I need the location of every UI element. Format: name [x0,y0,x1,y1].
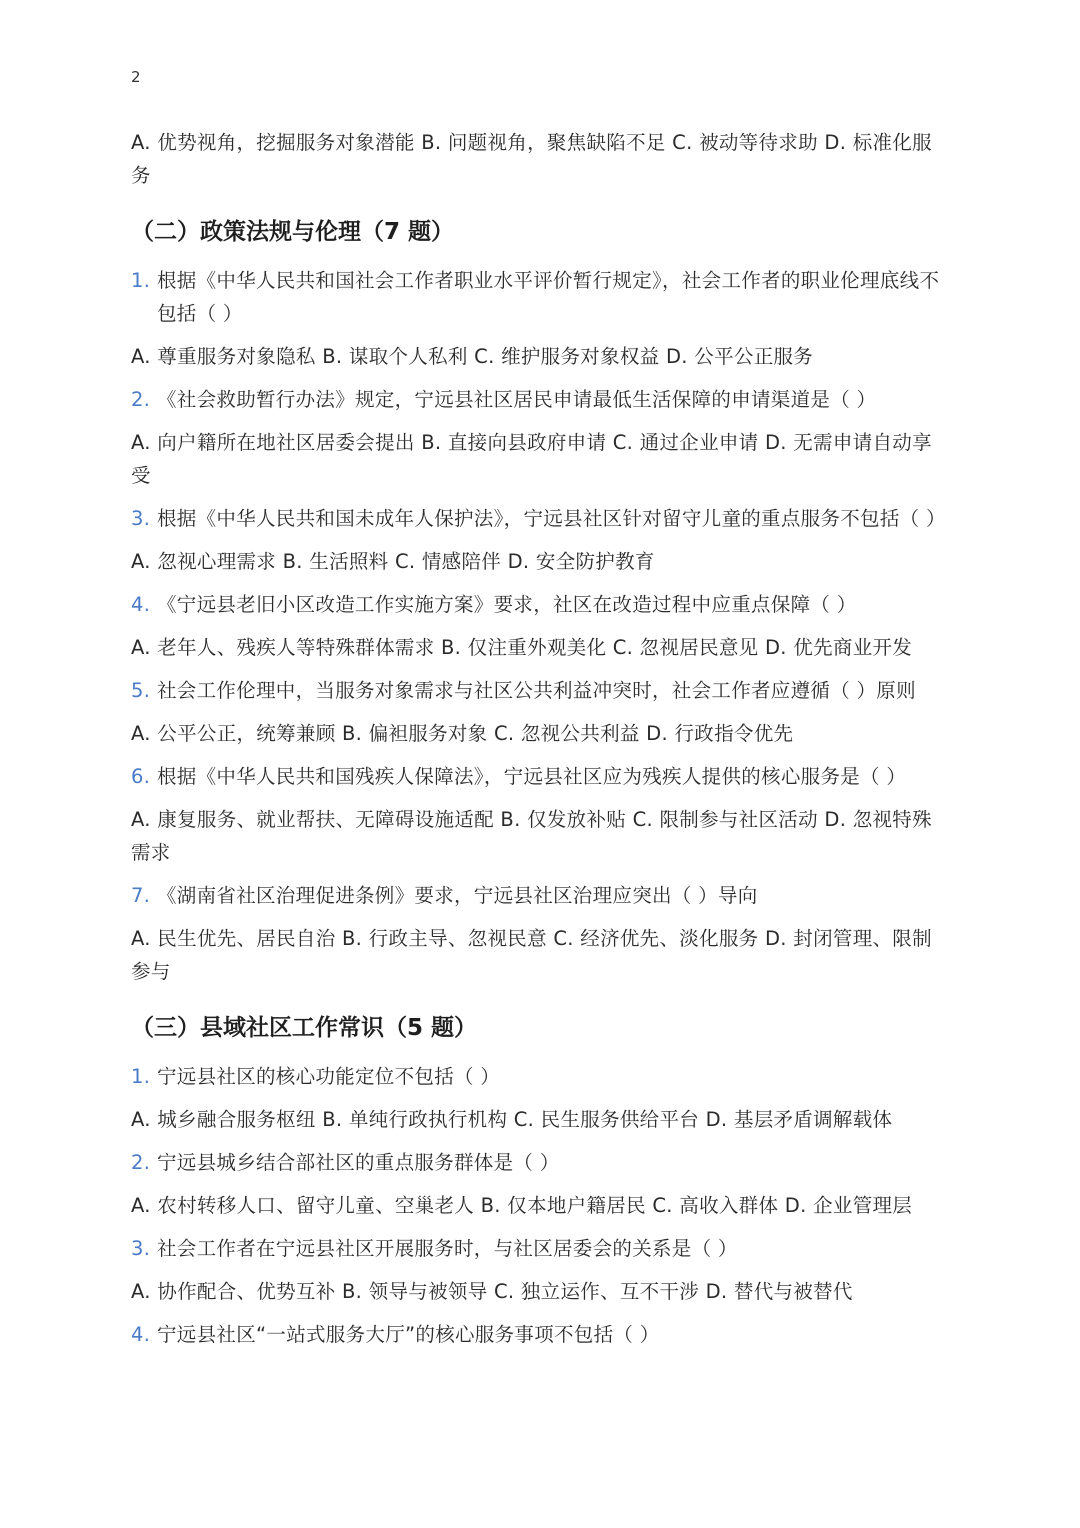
question-options: A. 忽视心理需求 B. 生活照料 C. 情感陪伴 D. 安全防护教育 [131,550,655,573]
question-number: 2. [131,388,151,411]
question-item [131,760,945,793]
question-text: 根据《中华人民共和国残疾人保障法》，宁远县社区应为残疾人提供的核心服务是（ ） [157,765,907,788]
question-number: 6. [131,765,151,788]
question-item [131,383,945,416]
question-item [131,674,945,707]
section-county [131,1060,945,1351]
question-text: 《湖南省社区治理促进条例》要求，宁远县社区治理应突出（ ）导向 [157,884,758,907]
question-number: 7. [131,884,151,907]
question-text: 宁远县社区的核心功能定位不包括（ ） [157,1065,501,1088]
question-text: 宁远县社区“一站式服务大厅”的核心服务事项不包括（ ） [157,1323,660,1346]
question-options: A. 尊重服务对象隐私 B. 谋取个人私利 C. 维护服务对象权益 D. 公平公正服务 [131,345,814,368]
intro-options: A. 优势视角，挖掘服务对象潜能 B. 问题视角，聚焦缺陷不足 C. 被动等待求助 D. 标准化服务 [131,131,932,187]
question-item [131,264,945,330]
question-item [131,1232,945,1265]
page-number: 2 [131,68,141,86]
section-heading-policy: （二）政策法规与伦理（7 题） [131,219,455,245]
question-text: 根据《中华人民共和国社会工作者职业水平评价暂行规定》，社会工作者的职业伦理底线不包括（ ） [157,269,940,325]
question-options: A. 民生优先、居民自治 B. 行政主导、忽视民意 C. 经济优先、淡化服务 D. 封闭管理、限制参与 [131,927,932,983]
question-number: 1. [131,1065,151,1088]
question-number: 3. [131,1237,151,1260]
question-item [131,1060,945,1093]
question-item [131,1146,945,1179]
question-item [131,1318,945,1351]
question-item [131,588,945,621]
section-policy [131,264,945,988]
question-number: 4. [131,593,151,616]
question-options: A. 协作配合、优势互补 B. 领导与被领导 C. 独立运作、互不干涉 D. 替代与被替代 [131,1280,853,1303]
section-heading-county: （三）县域社区工作常识（5 题） [131,1015,478,1041]
page-content [131,126,945,1361]
question-options: A. 城乡融合服务枢纽 B. 单纯行政执行机构 C. 民生服务供给平台 D. 基层矛盾调解载体 [131,1108,893,1131]
question-number: 2. [131,1151,151,1174]
question-text: 《社会救助暂行办法》规定，宁远县社区居民申请最低生活保障的申请渠道是（ ） [157,388,877,411]
question-options: A. 老年人、残疾人等特殊群体需求 B. 仅注重外观美化 C. 忽视居民意见 D. 优先商业开发 [131,636,913,659]
question-text: 社会工作伦理中，当服务对象需求与社区公共利益冲突时，社会工作者应遵循（ ）原则 [157,679,916,702]
question-options: A. 公平公正，统筹兼顾 B. 偏袒服务对象 C. 忽视公共利益 D. 行政指令优先 [131,722,794,745]
question-options: A. 农村转移人口、留守儿童、空巢老人 B. 仅本地户籍居民 C. 高收入群体 D. 企业管理层 [131,1194,913,1217]
question-number: 5. [131,679,151,702]
question-number: 1. [131,269,151,292]
question-options: A. 康复服务、就业帮扶、无障碍设施适配 B. 仅发放补贴 C. 限制参与社区活动 D. 忽视特殊需求 [131,808,932,864]
question-number: 4. [131,1323,151,1346]
question-item [131,879,945,912]
question-text: 《宁远县老旧小区改造工作实施方案》要求，社区在改造过程中应重点保障（ ） [157,593,857,616]
question-text: 宁远县城乡结合部社区的重点服务群体是（ ） [157,1151,560,1174]
question-item [131,502,945,535]
question-text: 社会工作者在宁远县社区开展服务时，与社区居委会的关系是（ ） [157,1237,738,1260]
question-text: 根据《中华人民共和国未成年人保护法》，宁远县社区针对留守儿童的重点服务不包括（ ） [157,507,946,530]
question-options: A. 向户籍所在地社区居委会提出 B. 直接向县政府申请 C. 通过企业申请 D. 无需申请自动享受 [131,431,932,487]
question-number: 3. [131,507,151,530]
